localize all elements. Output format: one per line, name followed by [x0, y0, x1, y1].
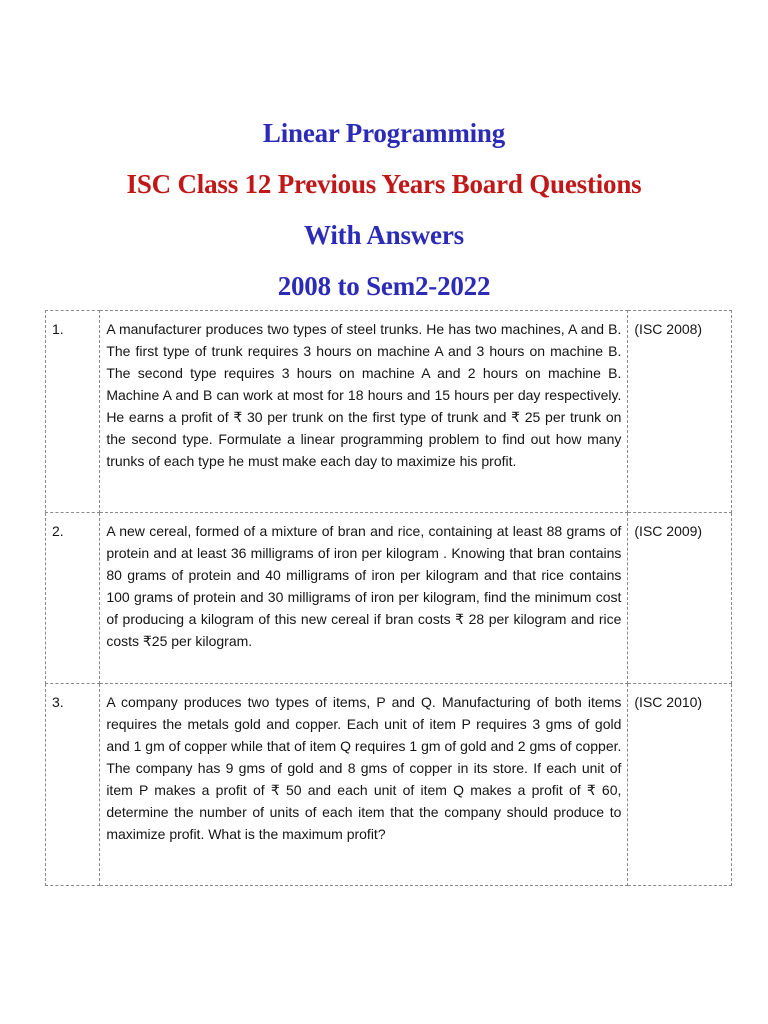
question-text: A company produces two types of items, P and Q. Manufacturing of both items requires the metals gold and copper. Each unit of item P requires 3 gms of gold and 1 gm of copper while that of item Q requires 1 gm of gold and 2 gms of copper. The company has 9 gms of gold and 8 gms of copper in its store. If each unit of item P makes a profit of ₹ 50 and each unit of item Q makes a profit of ₹ 60, determine the number of units of each item that the company should produce to maximize profit. What is the maximum profit?	[100, 684, 628, 886]
question-row	[46, 684, 732, 886]
title-block	[0, 108, 768, 312]
page-subtitle-answers: With Answers	[304, 220, 464, 250]
question-number: 2.	[46, 513, 100, 684]
page-subtitle: ISC Class 12 Previous Years Board Questions	[126, 169, 642, 199]
question-text: A manufacturer produces two types of steel trunks. He has two machines, A and B. The first type of trunk requires 3 hours on machine A and 3 hours on machine B. The second type requires 3 hours on machine A and 2 hours on machine B. Machine A and B can work at most for 18 hours and 15 hours per day respectively. He earns a profit of ₹ 30 per trunk on the first type of trunk and ₹ 25 per trunk on the second type. Formulate a linear programming problem to find out how many trunks of each type he must make each day to maximize his profit.	[100, 311, 628, 513]
question-year: (ISC 2010)	[628, 684, 732, 886]
question-number: 3.	[46, 684, 100, 886]
question-year: (ISC 2009)	[628, 513, 732, 684]
page-title: Linear Programming	[262, 118, 506, 148]
question-number: 1.	[46, 311, 100, 513]
question-text: A new cereal, formed of a mixture of bran and rice, containing at least 88 grams of protein and at least 36 milligrams of iron per kilogram . Knowing that bran contains 80 grams of protein and 40 milligrams of iron per kilogram and that rice contains 100 grams of protein and 30 milligrams of iron per kilogram, find the minimum cost of producing a kilogram of this new cereal if bran costs ₹ 28 per kilogram and rice costs ₹25 per kilogram.	[100, 513, 628, 684]
question-year: (ISC 2008)	[628, 311, 732, 513]
question-row	[46, 311, 732, 513]
questions-table	[45, 310, 732, 886]
question-row	[46, 513, 732, 684]
year-range: 2008 to Sem2-2022	[277, 271, 491, 301]
